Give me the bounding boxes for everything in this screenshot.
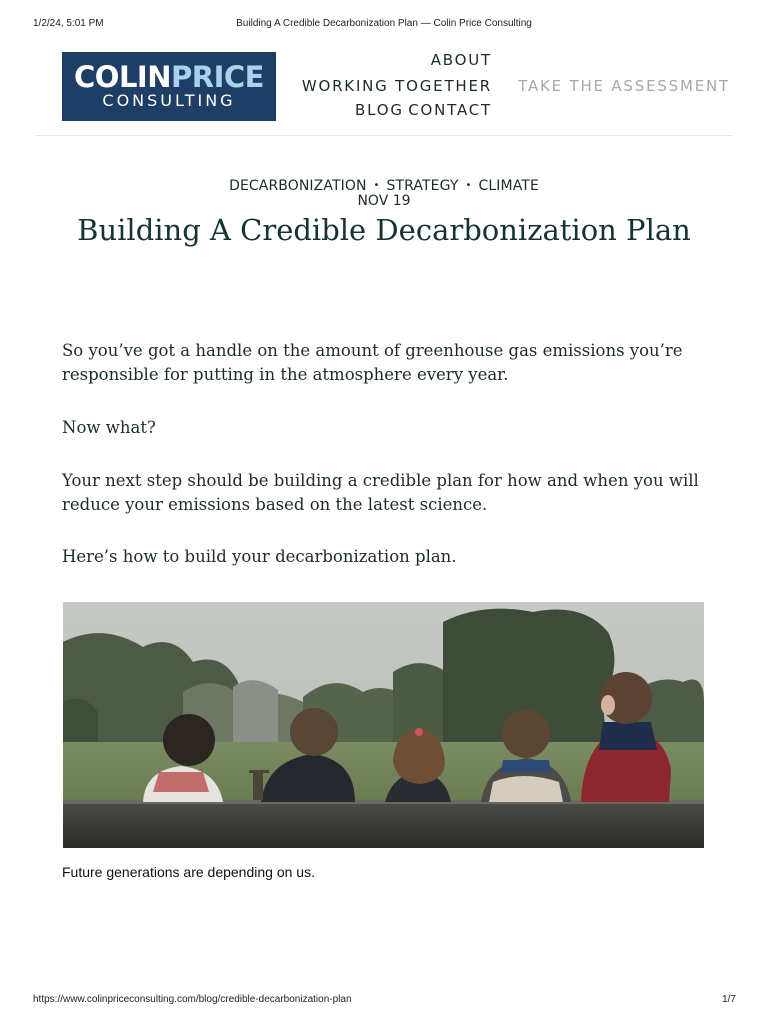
print-page-number: 1/7	[722, 994, 736, 1005]
category-separator: •	[373, 180, 380, 191]
nav-blog[interactable]: BLOG	[355, 101, 404, 119]
image-caption: Future generations are depending on us.	[62, 864, 315, 880]
body-paragraph: Here’s how to build your decarbonization plan.	[62, 547, 457, 566]
print-footer	[0, 994, 768, 1008]
print-header	[0, 18, 768, 32]
post-title: Building A Credible Decarbonization Plan	[77, 213, 691, 247]
body-paragraph: Your next step should be building a credible plan for how and when you will reduce your emissions based on the latest science.	[62, 471, 699, 514]
take-assessment-link[interactable]: TAKE THE ASSESSMENT	[518, 77, 730, 95]
nav-working-together[interactable]: WORKING TOGETHER	[301, 77, 492, 95]
logo-wordmark: COLINPRICE	[74, 60, 264, 94]
print-doc-title: Building A Credible Decarbonization Plan — Colin Price Consulting	[236, 18, 532, 29]
body-paragraph: So you’ve got a handle on the amount of greenhouse gas emissions you’re responsible for putting in the atmosphere every year.	[62, 341, 683, 384]
print-url: https://www.colinpriceconsulting.com/blog/credible-decarbonization-plan	[33, 994, 352, 1005]
category-decarbonization[interactable]: DECARBONIZATION	[229, 178, 367, 194]
logo-subtitle: CONSULTING	[102, 91, 236, 110]
children-on-bench-photo	[63, 602, 704, 848]
category-strategy[interactable]: STRATEGY	[386, 178, 459, 194]
category-separator: •	[465, 180, 472, 191]
print-datetime: 1/2/24, 5:01 PM	[33, 18, 104, 29]
body-paragraph: Now what?	[62, 418, 156, 437]
category-climate[interactable]: CLIMATE	[478, 178, 539, 194]
post-date: NOV 19	[357, 193, 411, 209]
nav-contact[interactable]: CONTACT	[408, 101, 492, 119]
site-logo[interactable]	[62, 52, 276, 121]
header-divider	[35, 135, 733, 136]
nav-about[interactable]: ABOUT	[430, 51, 492, 69]
